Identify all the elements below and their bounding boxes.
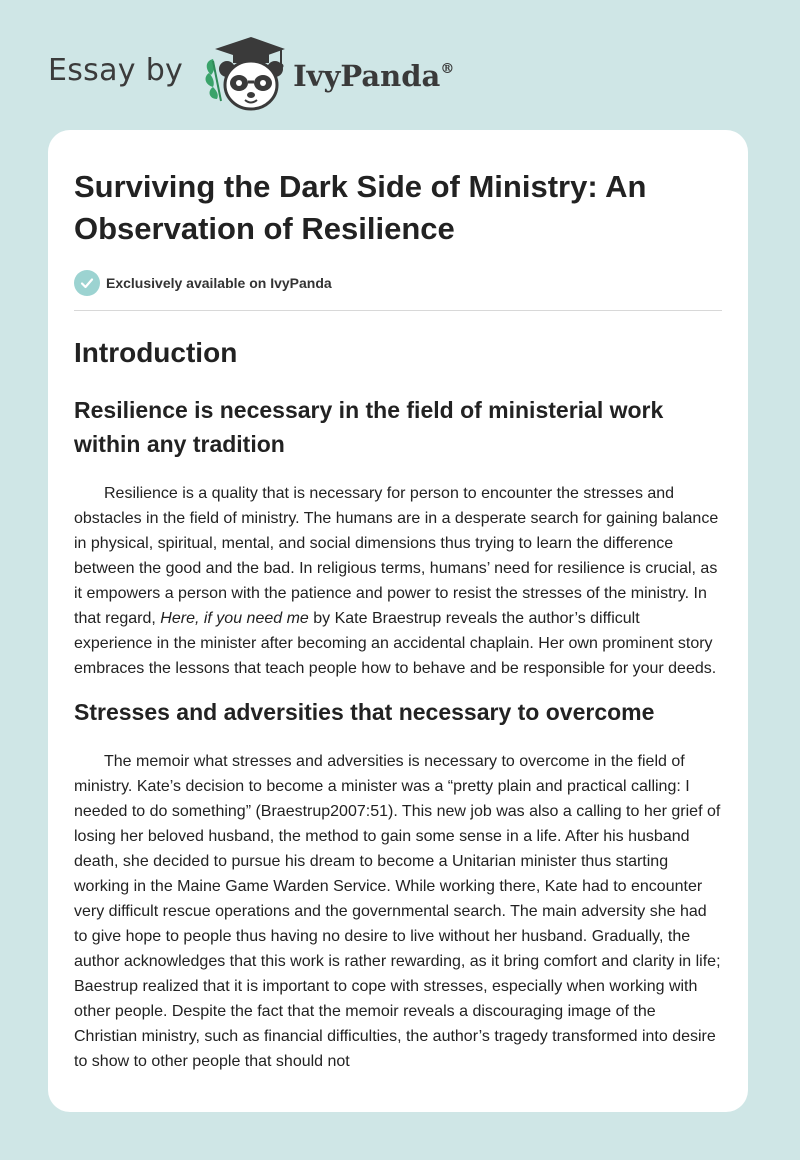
subsection-heading-stresses: Stresses and adversities that necessary to overcome [74, 699, 655, 725]
check-icon [74, 270, 100, 296]
site-header [48, 34, 454, 114]
exclusive-label: Exclusively available on IvyPanda [106, 275, 332, 291]
registered-mark: ® [440, 61, 455, 77]
section-heading-introduction: Introduction [74, 337, 238, 368]
exclusive-banner [74, 270, 722, 311]
paragraph-resilience: Resilience is a quality that is necessary for person to encounter the stresses and obstacles in the field of ministry. The humans are in a desperate search for gaining balance in physical, spiritual, mental, and social dimensions thus trying to learn the difference between the good and the bad. In religious terms, humans’ need for resilience is crucial, as it empowers a person with the patience and power to resist the stresses of the ministry. In that regard, Here, if you need me by Kate Braestrup reveals the author’s difficult experience in the minister after becoming an accidental chaplain. Her own prominent story embraces the lessons that teach people how to behave and be responsible for your deeds. [74, 485, 719, 677]
essay-by-label: Essay by [48, 52, 184, 88]
paragraph-stresses: The memoir what stresses and adversities is necessary to overcome in the field of ministry. Kate’s decision to become a minister was a “pretty plain and practical calling: I needed to do something” (Braestrup2007:51). This new job was also a calling to her grief of losing her beloved husband, the method to gain some sense in a life. After his husband death, she decided to pursue his dream to become a Unitarian minister thus starting working in the Maine Game Warden Service. While working there, Kate had to encounter very difficult rescue operations and the governmental search. The main adversity she had to give hope to people thus having no desire to live without her husband. Gradually, the author acknowledges that this work is rather rewarding, as it bring comfort and clarity in life; Baestrup realized that it is important to cope with stresses, especially when working with other people. Despite the fact that the memoir reveals a discouraging image of the Christian ministry, such as financial difficulties, the author’s tragedy transformed into desire to show to other people that should not [74, 753, 721, 1070]
panda-logo-icon[interactable] [201, 35, 287, 113]
book-title: Here, if you need me [160, 610, 309, 627]
subsection-heading-resilience: Resilience is necessary in the field of ministerial work within any tradition [74, 397, 664, 457]
essay-card [48, 130, 748, 1112]
essay-title: Surviving the Dark Side of Ministry: An Observation of Resilience [74, 169, 647, 246]
brand-name[interactable]: IvyPanda® [293, 59, 455, 93]
